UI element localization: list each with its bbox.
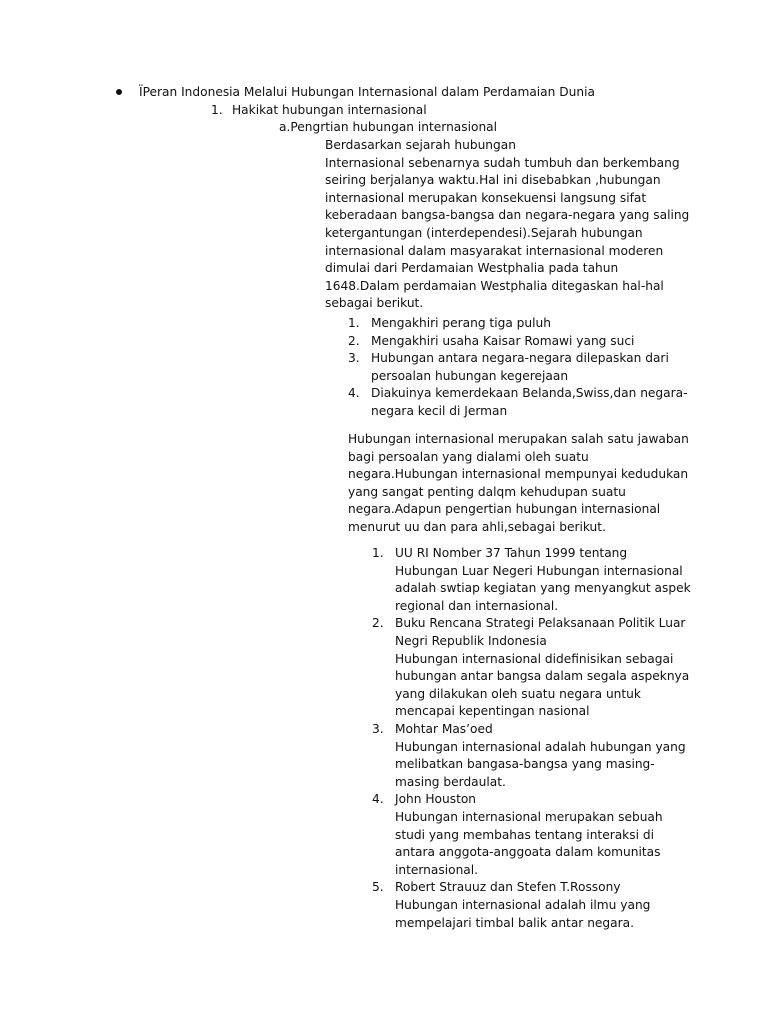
paragraph-line: ketergantungan (interdependesi).Sejarah hubungan xyxy=(325,226,643,240)
list-item-text: antara anggota-anggoata dalam komunitas xyxy=(395,845,661,860)
list-item-text: Diakuinya kemerdekaan Belanda,Swiss,dan negara- xyxy=(371,386,688,401)
list-item-number: 3. xyxy=(348,351,360,366)
list-item-text: yang dilakukan oleh suatu negara untuk xyxy=(395,686,641,701)
paragraph-line: internasional dalam masyarakat internasional moderen xyxy=(325,243,664,258)
list-item-text: mempelajari timbal balik antar negara. xyxy=(395,915,634,930)
paragraph-line: negara.Adapun pengertian hubungan internasional xyxy=(348,502,661,517)
list-item-number: 3. xyxy=(372,722,384,736)
list-item-text: negara kecil di Jerman xyxy=(371,404,508,418)
list-item-text: Mengakhiri usaha Kaisar Romawi yang suci xyxy=(371,333,635,348)
list-item-text: melibatkan bangasa-bangsa yang masing- xyxy=(395,757,655,772)
paragraph-line: yang sangat penting dalqm kehudupan suatu xyxy=(348,484,626,499)
list-item-text: Hubungan internasional merupakan sebuah xyxy=(395,810,663,824)
list-item-text: persoalan hubungan kegerejaan xyxy=(371,368,569,383)
list-item-number: 5. xyxy=(372,880,384,895)
list-item-text: Buku Rencana Strategi Pelaksanaan Politik Luar xyxy=(395,616,686,631)
list-item-text: internasional. xyxy=(395,862,479,877)
list-item-text: hubungan antar bangsa dalam segala aspeknya xyxy=(395,669,690,684)
list-item-number: 1. xyxy=(348,316,360,330)
list-item-text: masing berdaulat. xyxy=(395,774,506,789)
list-item-number: 2. xyxy=(372,616,384,631)
list-item-text: Robert Strauuz dan Stefen T.Rossony xyxy=(395,880,621,895)
paragraph-line: Berdasarkan sejarah hubungan xyxy=(325,138,516,152)
list-item-text: Hubungan antara negara-negara dilepaskan dari xyxy=(371,351,669,366)
list-item-number: 2. xyxy=(348,333,360,348)
list-item-number: 1. xyxy=(372,546,384,560)
section-number: 1. xyxy=(211,103,223,117)
list-item-text: regional dan internasional. xyxy=(395,598,559,613)
list-item-text: John Houston xyxy=(395,792,477,807)
paragraph-line: sebagai berikut. xyxy=(325,296,424,311)
list-item-text: studi yang membahas tentang interaksi di xyxy=(395,827,654,842)
list-item-text: UU RI Nomber 37 Tahun 1999 tentang xyxy=(395,546,628,560)
list-item-text: Hubungan Luar Negeri Hubungan internasional xyxy=(395,563,683,578)
list-item-number: 4. xyxy=(372,792,384,807)
list-item-text: adalah swtiap kegiatan yang menyangkut aspek xyxy=(395,581,691,596)
list-item-number: 4. xyxy=(348,386,360,401)
list-item-text: mencapai kepentingan nasional xyxy=(395,704,590,719)
section-title: Hakikat hubungan internasional xyxy=(232,103,427,117)
subsection-title: a.Pengrtian hubungan internasional xyxy=(279,120,498,134)
document-heading: ÏPeran Indonesia Melalui Hubungan Internasional dalam Perdamaian Dunia xyxy=(139,85,595,99)
bullet-icon xyxy=(116,89,122,95)
paragraph-line: dimulai dari Perdamaian Westphalia pada tahun xyxy=(325,261,619,276)
list-item-text: Hubungan internasional didefinisikan sebagai xyxy=(395,651,674,666)
list-item-text: Mohtar Mas’oed xyxy=(395,722,493,736)
paragraph-line: internasional merupakan konsekuensi langsung sifat xyxy=(325,190,647,205)
paragraph-line: Hubungan internasional merupakan salah satu jawaban xyxy=(348,432,689,446)
paragraph-line: menurut uu dan para ahli,sebagai berikut. xyxy=(348,520,606,534)
list-item-text: Hubungan internasional adalah hubungan yang xyxy=(395,739,686,754)
list-item-text: Negri Republik Indonesia xyxy=(395,634,547,648)
paragraph-line: keberadaan bangsa-bangsa dan negara-negara yang saling xyxy=(325,208,690,223)
paragraph-line: 1648.Dalam perdamaian Westphalia ditegaskan hal-hal xyxy=(325,278,664,293)
paragraph-line: bagi persoalan yang dialami oleh suatu xyxy=(348,449,589,464)
paragraph-line: seiring berjalanya waktu.Hal ini disebabkan ,hubungan xyxy=(325,173,661,188)
paragraph-line: Internasional sebenarnya sudah tumbuh dan berkembang xyxy=(325,155,680,170)
list-item-text: Mengakhiri perang tiga puluh xyxy=(371,316,551,330)
list-item-text: Hubungan internasional adalah ilmu yang xyxy=(395,898,651,912)
paragraph-line: negara.Hubungan internasional mempunyai kedudukan xyxy=(348,467,689,482)
